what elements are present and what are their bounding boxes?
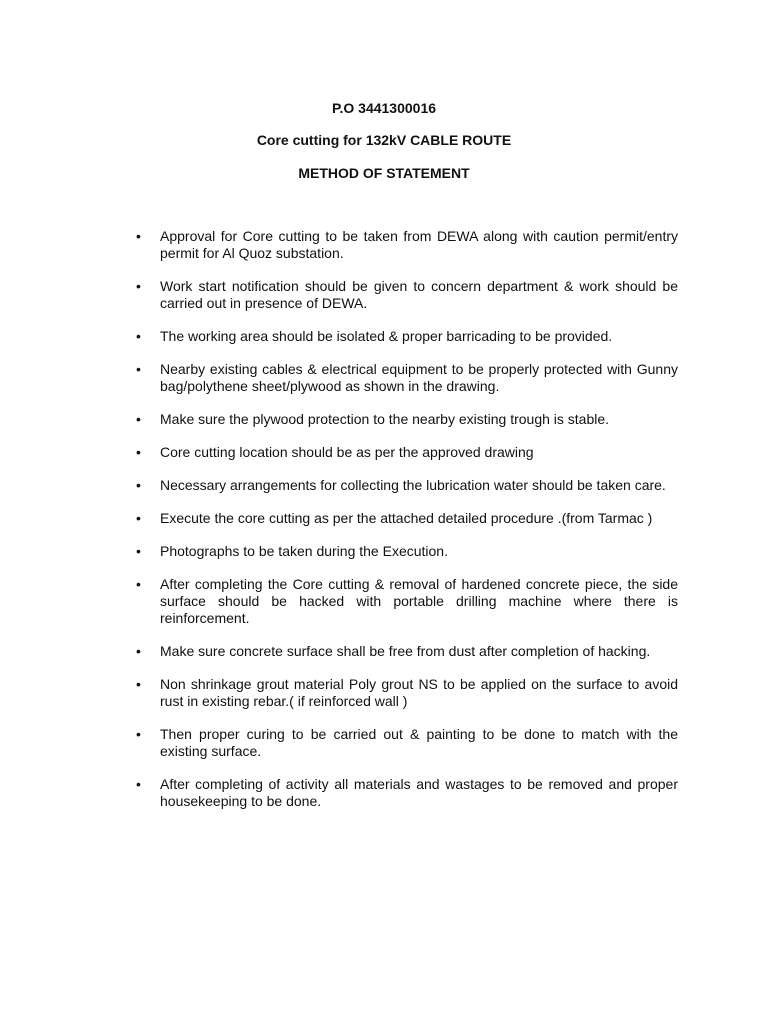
po-number: P.O 3441300016 (331, 100, 437, 116)
list-item (0, 510, 678, 527)
bullet-icon: • (136, 477, 141, 493)
list-item-text: Core cutting location should be as per the approved drawing (160, 444, 534, 460)
list-item (0, 361, 678, 395)
list-item (0, 278, 678, 312)
list-item-text: Make sure the plywood protection to the nearby existing trough is stable. (160, 411, 610, 427)
list-item (0, 228, 678, 262)
method-steps-list (0, 228, 768, 826)
list-item-text: Execute the core cutting as per the attached detailed procedure .(from Tarmac ) (160, 510, 653, 526)
list-item-text: Make sure concrete surface shall be free from dust after completion of hacking. (160, 643, 651, 659)
list-item (0, 543, 678, 560)
list-item (0, 328, 678, 345)
bullet-icon: • (136, 328, 141, 344)
list-item-text: After completing of activity all materials and wastages to be removed and proper housekeeping to be done. (160, 776, 678, 809)
bullet-icon: • (136, 228, 141, 244)
list-item (0, 643, 678, 660)
list-item-text: Non shrinkage grout material Poly grout NS to be applied on the surface to avoid rust in existing rebar.( if reinforced wall ) (160, 676, 678, 709)
bullet-icon: • (136, 361, 141, 377)
subject-title: Core cutting for 132kV CABLE ROUTE (256, 132, 512, 148)
list-item (0, 411, 678, 428)
list-item-text: Necessary arrangements for collecting the lubrication water should be taken care. (160, 477, 666, 493)
bullet-icon: • (136, 643, 141, 659)
bullet-icon: • (136, 510, 141, 526)
list-item-text: Then proper curing to be carried out & painting to be done to match with the existing surface. (160, 726, 678, 759)
list-item (0, 477, 678, 494)
document-heading: METHOD OF STATEMENT (298, 165, 470, 181)
bullet-icon: • (136, 576, 141, 592)
bullet-icon: • (136, 444, 141, 460)
bullet-icon: • (136, 278, 141, 294)
list-item (0, 576, 678, 627)
list-item-text: Photographs to be taken during the Execution. (160, 543, 448, 559)
bullet-icon: • (136, 726, 141, 742)
bullet-icon: • (136, 676, 141, 692)
list-item (0, 676, 678, 710)
list-item (0, 726, 678, 760)
bullet-icon: • (136, 411, 141, 427)
bullet-icon: • (136, 776, 141, 792)
list-item-text: The working area should be isolated & proper barricading to be provided. (160, 328, 613, 344)
list-item-text: Approval for Core cutting to be taken from DEWA along with caution permit/entry permit for Al Quoz substation. (160, 228, 678, 261)
list-item (0, 776, 678, 810)
list-item-text: Nearby existing cables & electrical equipment to be properly protected with Gunny bag/polythene sheet/plywood as shown in the drawing. (160, 361, 678, 394)
list-item-text: After completing the Core cutting & removal of hardened concrete piece, the side surface should be hacked with portable drilling machine where there is reinforcement. (160, 576, 678, 626)
bullet-icon: • (136, 543, 141, 559)
list-item-text: Work start notification should be given to concern department & work should be carried out in presence of DEWA. (160, 278, 678, 311)
list-item (0, 444, 678, 461)
